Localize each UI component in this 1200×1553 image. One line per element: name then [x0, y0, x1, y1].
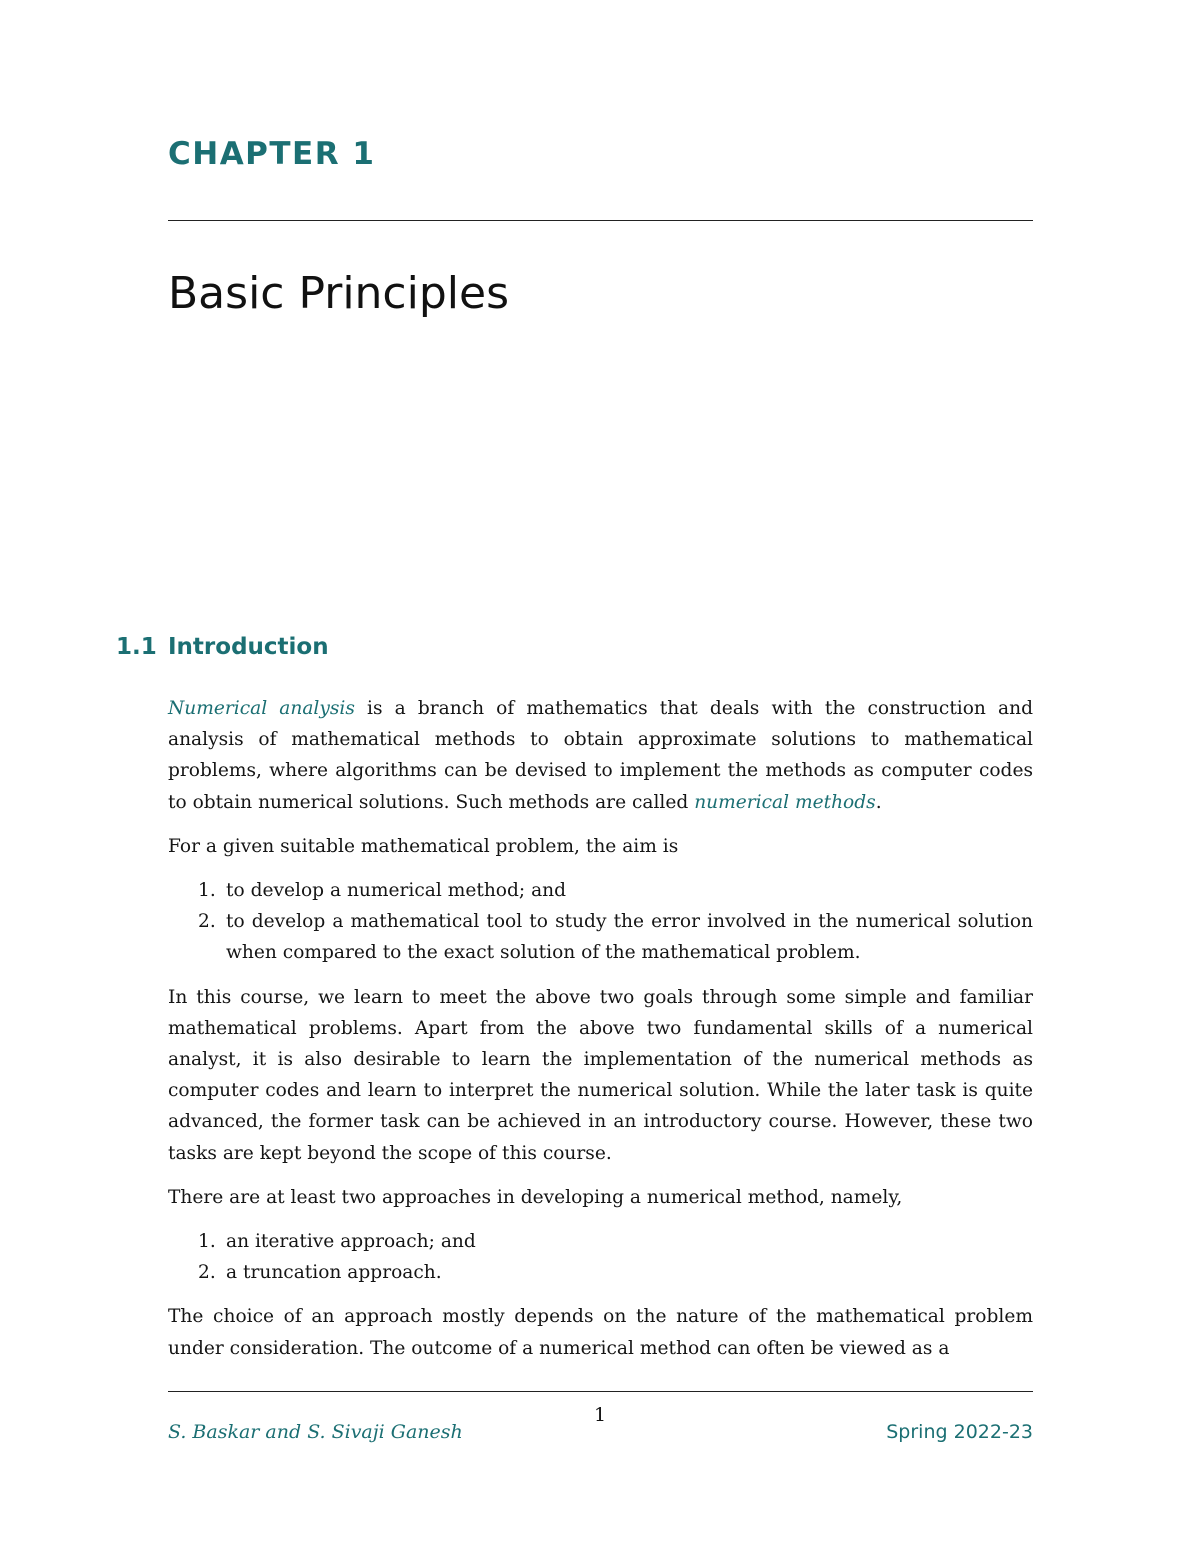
- list-item: [168, 906, 1033, 968]
- list-marker: 2.: [198, 1262, 216, 1284]
- list-marker: 2.: [198, 911, 216, 933]
- term-numerical-methods: numerical methods: [694, 791, 876, 813]
- list-item: [168, 1257, 1033, 1288]
- paragraph-approaches: There are at least two approaches in developing a numerical method, namely,: [168, 1186, 903, 1208]
- paragraph-course: In this course, we learn to meet the above two goals through some simple and familiar mathematical problems. Apart from the above two fundamental skills of a numerical analyst, it is also desirable to learn the implementation of the numerical methods as computer codes and learn to interpret the numerical solution. While the later task is quite advanced, the former task can be achieved in an introductory course. However, these two tasks are kept beyond the scope of this course.: [168, 986, 1033, 1164]
- footer-authors: S. Baskar and S. Sivaji Ganesh: [168, 1421, 463, 1443]
- footer-term: Spring 2022-23: [886, 1421, 1033, 1443]
- chapter-title: Basic Principles: [168, 268, 509, 319]
- list-item: [168, 875, 1033, 906]
- aims-list: [168, 875, 1033, 969]
- page-number: 1: [593, 1404, 607, 1426]
- paragraph-intro-text: is a branch of mathematics that deals with the construction and analysis of mathematical methods to obtain approximate solutions to mathematical problems, where algorithms can be devised to implement the methods as computer codes to obtain numerical solutions. Such methods are called: [168, 698, 1033, 813]
- paragraph-intro: [168, 693, 1033, 818]
- list-marker: 1.: [198, 1231, 216, 1253]
- paragraph-aim: For a given suitable mathematical problem, the aim is: [168, 835, 679, 857]
- footer-divider: [168, 1391, 1033, 1392]
- approaches-list: [168, 1226, 1033, 1288]
- paragraph-choice: The choice of an approach mostly depends on the nature of the mathematical problem under consideration. The outcome of a numerical method can often be viewed as a: [168, 1306, 1033, 1359]
- list-item-text: to develop a numerical method; and: [226, 880, 567, 902]
- body-text: [168, 693, 1033, 1377]
- term-numerical-analysis: Numerical analysis: [168, 698, 355, 719]
- section-title: Introduction: [168, 634, 329, 660]
- section-heading: [116, 634, 329, 660]
- list-item-text: to develop a mathematical tool to study the error involved in the numerical solution when compared to the exact solution of the mathematical problem.: [226, 911, 1033, 964]
- list-item-text: an iterative approach; and: [226, 1231, 476, 1253]
- list-marker: 1.: [198, 880, 216, 902]
- chapter-divider: [168, 220, 1033, 221]
- list-item: [168, 1226, 1033, 1257]
- list-item-text: a truncation approach.: [226, 1262, 442, 1284]
- chapter-label: CHAPTER 1: [168, 136, 376, 172]
- section-number: 1.1: [116, 634, 157, 660]
- paragraph-intro-end: .: [875, 791, 882, 813]
